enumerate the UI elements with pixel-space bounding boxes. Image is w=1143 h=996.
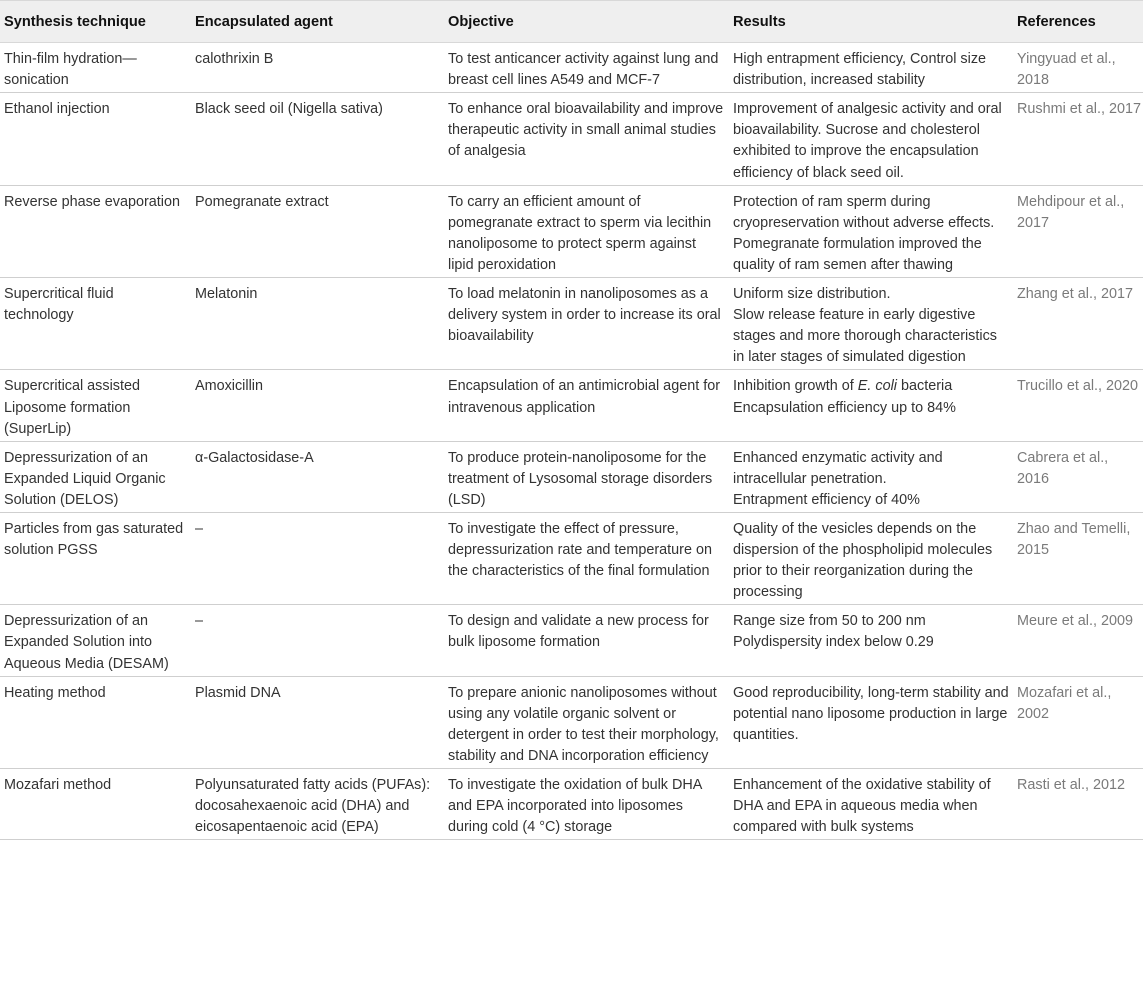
cell-technique: Heating method (0, 676, 191, 768)
results-line: Enhanced enzymatic activity and intracellular penetration. (733, 449, 943, 487)
cell-technique: Mozafari method (0, 769, 191, 840)
cell-reference: Zhao and Temelli, 2015 (1013, 512, 1143, 604)
cell-objective: To investigate the effect of pressure, depressurization rate and temperature on the characteristics of the final formulation (444, 512, 729, 604)
results-line: Uniform size distribution. (733, 286, 891, 303)
cell-technique: Supercritical fluid technology (0, 278, 191, 370)
cell-reference: Mehdipour et al., 2017 (1013, 185, 1143, 277)
cell-technique: Particles from gas saturated solution PGSS (0, 512, 191, 604)
cell-agent: Pomegranate extract (191, 185, 444, 277)
cell-reference: Yingyuad et al., 2018 (1013, 43, 1143, 93)
cell-objective: Encapsulation of an antimicrobial agent for intravenous application (444, 370, 729, 441)
header-references: References (1013, 1, 1143, 43)
cell-reference: Rushmi et al., 2017 (1013, 93, 1143, 185)
table-row (0, 512, 1143, 604)
cell-technique: Ethanol injection (0, 93, 191, 185)
cell-agent: – (191, 605, 444, 676)
table-header (0, 1, 1143, 43)
cell-agent: calothrixin B (191, 43, 444, 93)
cell-technique: Depressurization of an Expanded Solution into Aqueous Media (DESAM) (0, 605, 191, 676)
table-row (0, 370, 1143, 441)
header-results: Results (729, 1, 1013, 43)
header-agent: Encapsulated agent (191, 1, 444, 43)
results-line: Encapsulation efficiency up to 84% (733, 399, 956, 416)
cell-results: High entrapment efficiency, Control size distribution, increased stability (729, 43, 1013, 93)
cell-objective: To enhance oral bioavailability and improve therapeutic activity in small animal studies of analgesia (444, 93, 729, 185)
cell-technique: Supercritical assisted Liposome formation (SuperLip) (0, 370, 191, 441)
header-technique: Synthesis technique (0, 1, 191, 43)
results-line: Range size from 50 to 200 nm (733, 613, 926, 630)
cell-agent: – (191, 512, 444, 604)
cell-objective: To produce protein-nanoliposome for the treatment of Lysosomal storage disorders (LSD) (444, 441, 729, 512)
table-row (0, 676, 1143, 768)
table-row (0, 93, 1143, 185)
cell-results (729, 370, 1013, 441)
cell-technique: Reverse phase evaporation (0, 185, 191, 277)
species-name: E. coli (857, 378, 897, 395)
cell-results: Enhancement of the oxidative stability of DHA and EPA in aqueous media when compared with bulk systems (729, 769, 1013, 840)
results-line: Slow release feature in early digestive stages and more thorough characteristics in later stages of simulated digestion (733, 307, 997, 366)
header-objective: Objective (444, 1, 729, 43)
cell-objective: To test anticancer activity against lung and breast cell lines A549 and MCF-7 (444, 43, 729, 93)
table-row (0, 441, 1143, 512)
cell-results: Quality of the vesicles depends on the dispersion of the phospholipid molecules prior to their reorganization during the processing (729, 512, 1013, 604)
cell-reference: Cabrera et al., 2016 (1013, 441, 1143, 512)
cell-objective: To design and validate a new process for bulk liposome formation (444, 605, 729, 676)
cell-results (729, 441, 1013, 512)
cell-agent: Amoxicillin (191, 370, 444, 441)
results-line (733, 376, 1009, 397)
cell-results (729, 278, 1013, 370)
table-row (0, 605, 1143, 676)
cell-agent: Black seed oil (Nigella sativa) (191, 93, 444, 185)
cell-reference: Trucillo et al., 2020 (1013, 370, 1143, 441)
results-line: Entrapment efficiency of 40% (733, 491, 920, 508)
table-row (0, 769, 1143, 840)
cell-technique: Thin-film hydration—sonication (0, 43, 191, 93)
results-line: Polydispersity index below 0.29 (733, 634, 934, 651)
cell-reference: Mozafari et al., 2002 (1013, 676, 1143, 768)
cell-agent: Polyunsaturated fatty acids (PUFAs): docosahexaenoic acid (DHA) and eicosapentaenoic acid (EPA) (191, 769, 444, 840)
cell-reference: Rasti et al., 2012 (1013, 769, 1143, 840)
cell-agent: α-Galactosidase-A (191, 441, 444, 512)
cell-objective: To carry an efficient amount of pomegranate extract to sperm via lecithin nanoliposome to protect sperm against lipid peroxidation (444, 185, 729, 277)
cell-agent: Plasmid DNA (191, 676, 444, 768)
table-row (0, 43, 1143, 93)
cell-results (729, 605, 1013, 676)
cell-reference: Zhang et al., 2017 (1013, 278, 1143, 370)
cell-reference: Meure et al., 2009 (1013, 605, 1143, 676)
cell-objective: To load melatonin in nanoliposomes as a delivery system in order to increase its oral bioavailability (444, 278, 729, 370)
table-row (0, 185, 1143, 277)
header-row (0, 1, 1143, 43)
results-suffix: bacteria (897, 378, 953, 395)
table-row (0, 278, 1143, 370)
cell-objective: To investigate the oxidation of bulk DHA and EPA incorporated into liposomes during cold (4 °C) storage (444, 769, 729, 840)
cell-results: Protection of ram sperm during cryopreservation without adverse effects. Pomegranate formulation improved the quality of ram semen after thawing (729, 185, 1013, 277)
cell-results: Good reproducibility, long-term stability and potential nano liposome production in large quantities. (729, 676, 1013, 768)
cell-agent: Melatonin (191, 278, 444, 370)
cell-technique: Depressurization of an Expanded Liquid Organic Solution (DELOS) (0, 441, 191, 512)
results-prefix: Inhibition growth of (733, 378, 858, 395)
cell-objective: To prepare anionic nanoliposomes without using any volatile organic solvent or detergent in order to test their morphology, stability and DNA incorporation efficiency (444, 676, 729, 768)
table-body (0, 43, 1143, 840)
cell-results: Improvement of analgesic activity and oral bioavailability. Sucrose and cholesterol exhibited to improve the encapsulation efficiency of black seed oil. (729, 93, 1013, 185)
